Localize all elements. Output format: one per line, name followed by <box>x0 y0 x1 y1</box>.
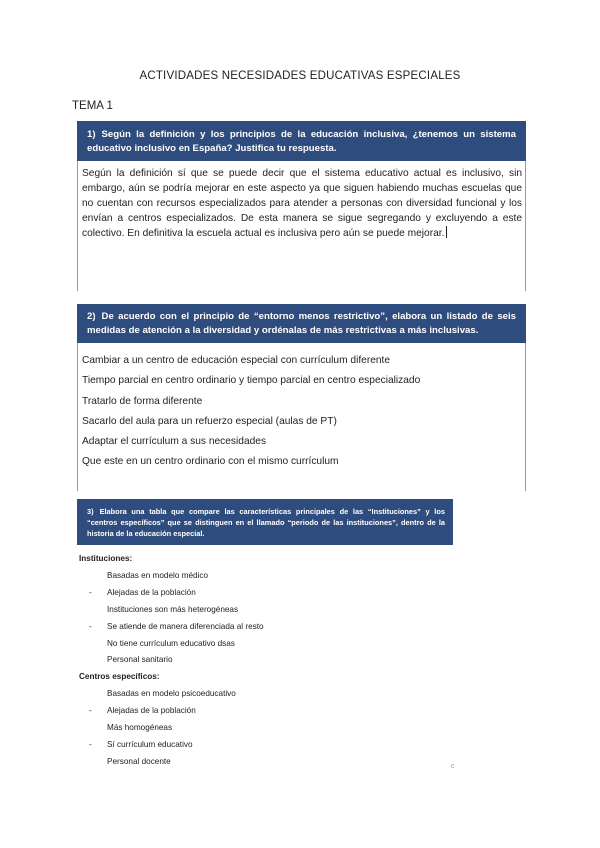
measures-list <box>82 351 420 473</box>
list-item: Basadas en modelo psicoeducativo <box>107 689 236 699</box>
question-1-box <box>77 121 526 161</box>
list-item: Que este en un centro ordinario con el mismo currículum <box>82 456 339 468</box>
stray-mark: c <box>451 763 455 770</box>
comparison-list <box>79 551 264 771</box>
list-item: Cambiar a un centro de educación especial con currículum diferente <box>82 355 391 366</box>
list-item: Personal sanitario <box>107 655 173 665</box>
question-3-box <box>77 499 453 545</box>
question-2-box <box>77 304 526 343</box>
question-2-text: De acuerdo con el principio de “entorno menos restrictivo”, elabora un listado de seis medidas de atención a la diversidad y ordénalas de más restrictivas a más inclusivas. <box>87 311 516 336</box>
list-item: - Alejadas de la población <box>79 585 264 602</box>
question-3-text: Elabora una tabla que compare las características principales de las “Instituciones” y los “centros específicos” que se distinguen en el llamado “periodo de las instituciones”, dentro de la historia de la educación especial. <box>87 507 445 538</box>
list-item: Más homogéneas <box>107 723 173 733</box>
document-title: ACTIVIDADES NECESIDADES EDUCATIVAS ESPECIALES <box>139 70 461 82</box>
text-cursor <box>446 226 447 238</box>
list-item: Tiempo parcial en centro ordinario y tiempo parcial en centro especializado <box>82 375 421 387</box>
list-item: Instituciones son más heterogéneas <box>107 604 239 614</box>
dash-bullet: - <box>89 587 92 597</box>
question-2-number: 2) <box>87 311 96 322</box>
section-heading: TEMA 1 <box>72 100 113 112</box>
dash-bullet: - <box>89 739 92 749</box>
list-item: Basadas en modelo médico <box>107 570 209 580</box>
list-item: Adaptar el currículum a sus necesidades <box>82 436 267 448</box>
dash-bullet: - <box>89 621 92 631</box>
answer-1-text-area[interactable] <box>82 166 522 241</box>
question-1-number: 1) <box>87 129 96 140</box>
dash-bullet: - <box>89 706 92 716</box>
centros-heading: Centros específicos: <box>79 672 160 682</box>
list-item: Sacarlo del aula para un refuerzo especial (aulas de PT) <box>82 415 337 427</box>
question-1-text: Según la definición y los principios de la educación inclusiva, ¿tenemos un sistema educativo inclusivo en España? Justifica tu respuesta. <box>87 129 516 154</box>
list-item: Personal docente <box>107 756 171 766</box>
answer-1-text: Según la definición sí que se puede decir que el sistema educativo actual es inclusivo, sin embargo, aún se podría mejorar en este aspecto ya que siguen habiendo muchas escuelas que no cuentan con recursos especializados para atender a personas con diversidad funcional y los envían a centros especializados. De esta manera se sigue segregando y excluyendo a este colectivo. En definitiva la escuela actual es inclusiva pero aún se puede mejorar. <box>82 168 522 239</box>
list-item: - Alejadas de la población <box>79 703 264 720</box>
list-item: - Sí currículum educativo <box>79 737 264 754</box>
list-item: Tratarlo de forma diferente <box>82 395 203 407</box>
question-3-number: 3) <box>87 507 94 516</box>
list-item: - Se atiende de manera diferenciada al resto <box>79 619 264 636</box>
instituciones-heading: Instituciones: <box>79 554 133 563</box>
list-item: No tiene currículum educativo dsas <box>107 638 235 648</box>
